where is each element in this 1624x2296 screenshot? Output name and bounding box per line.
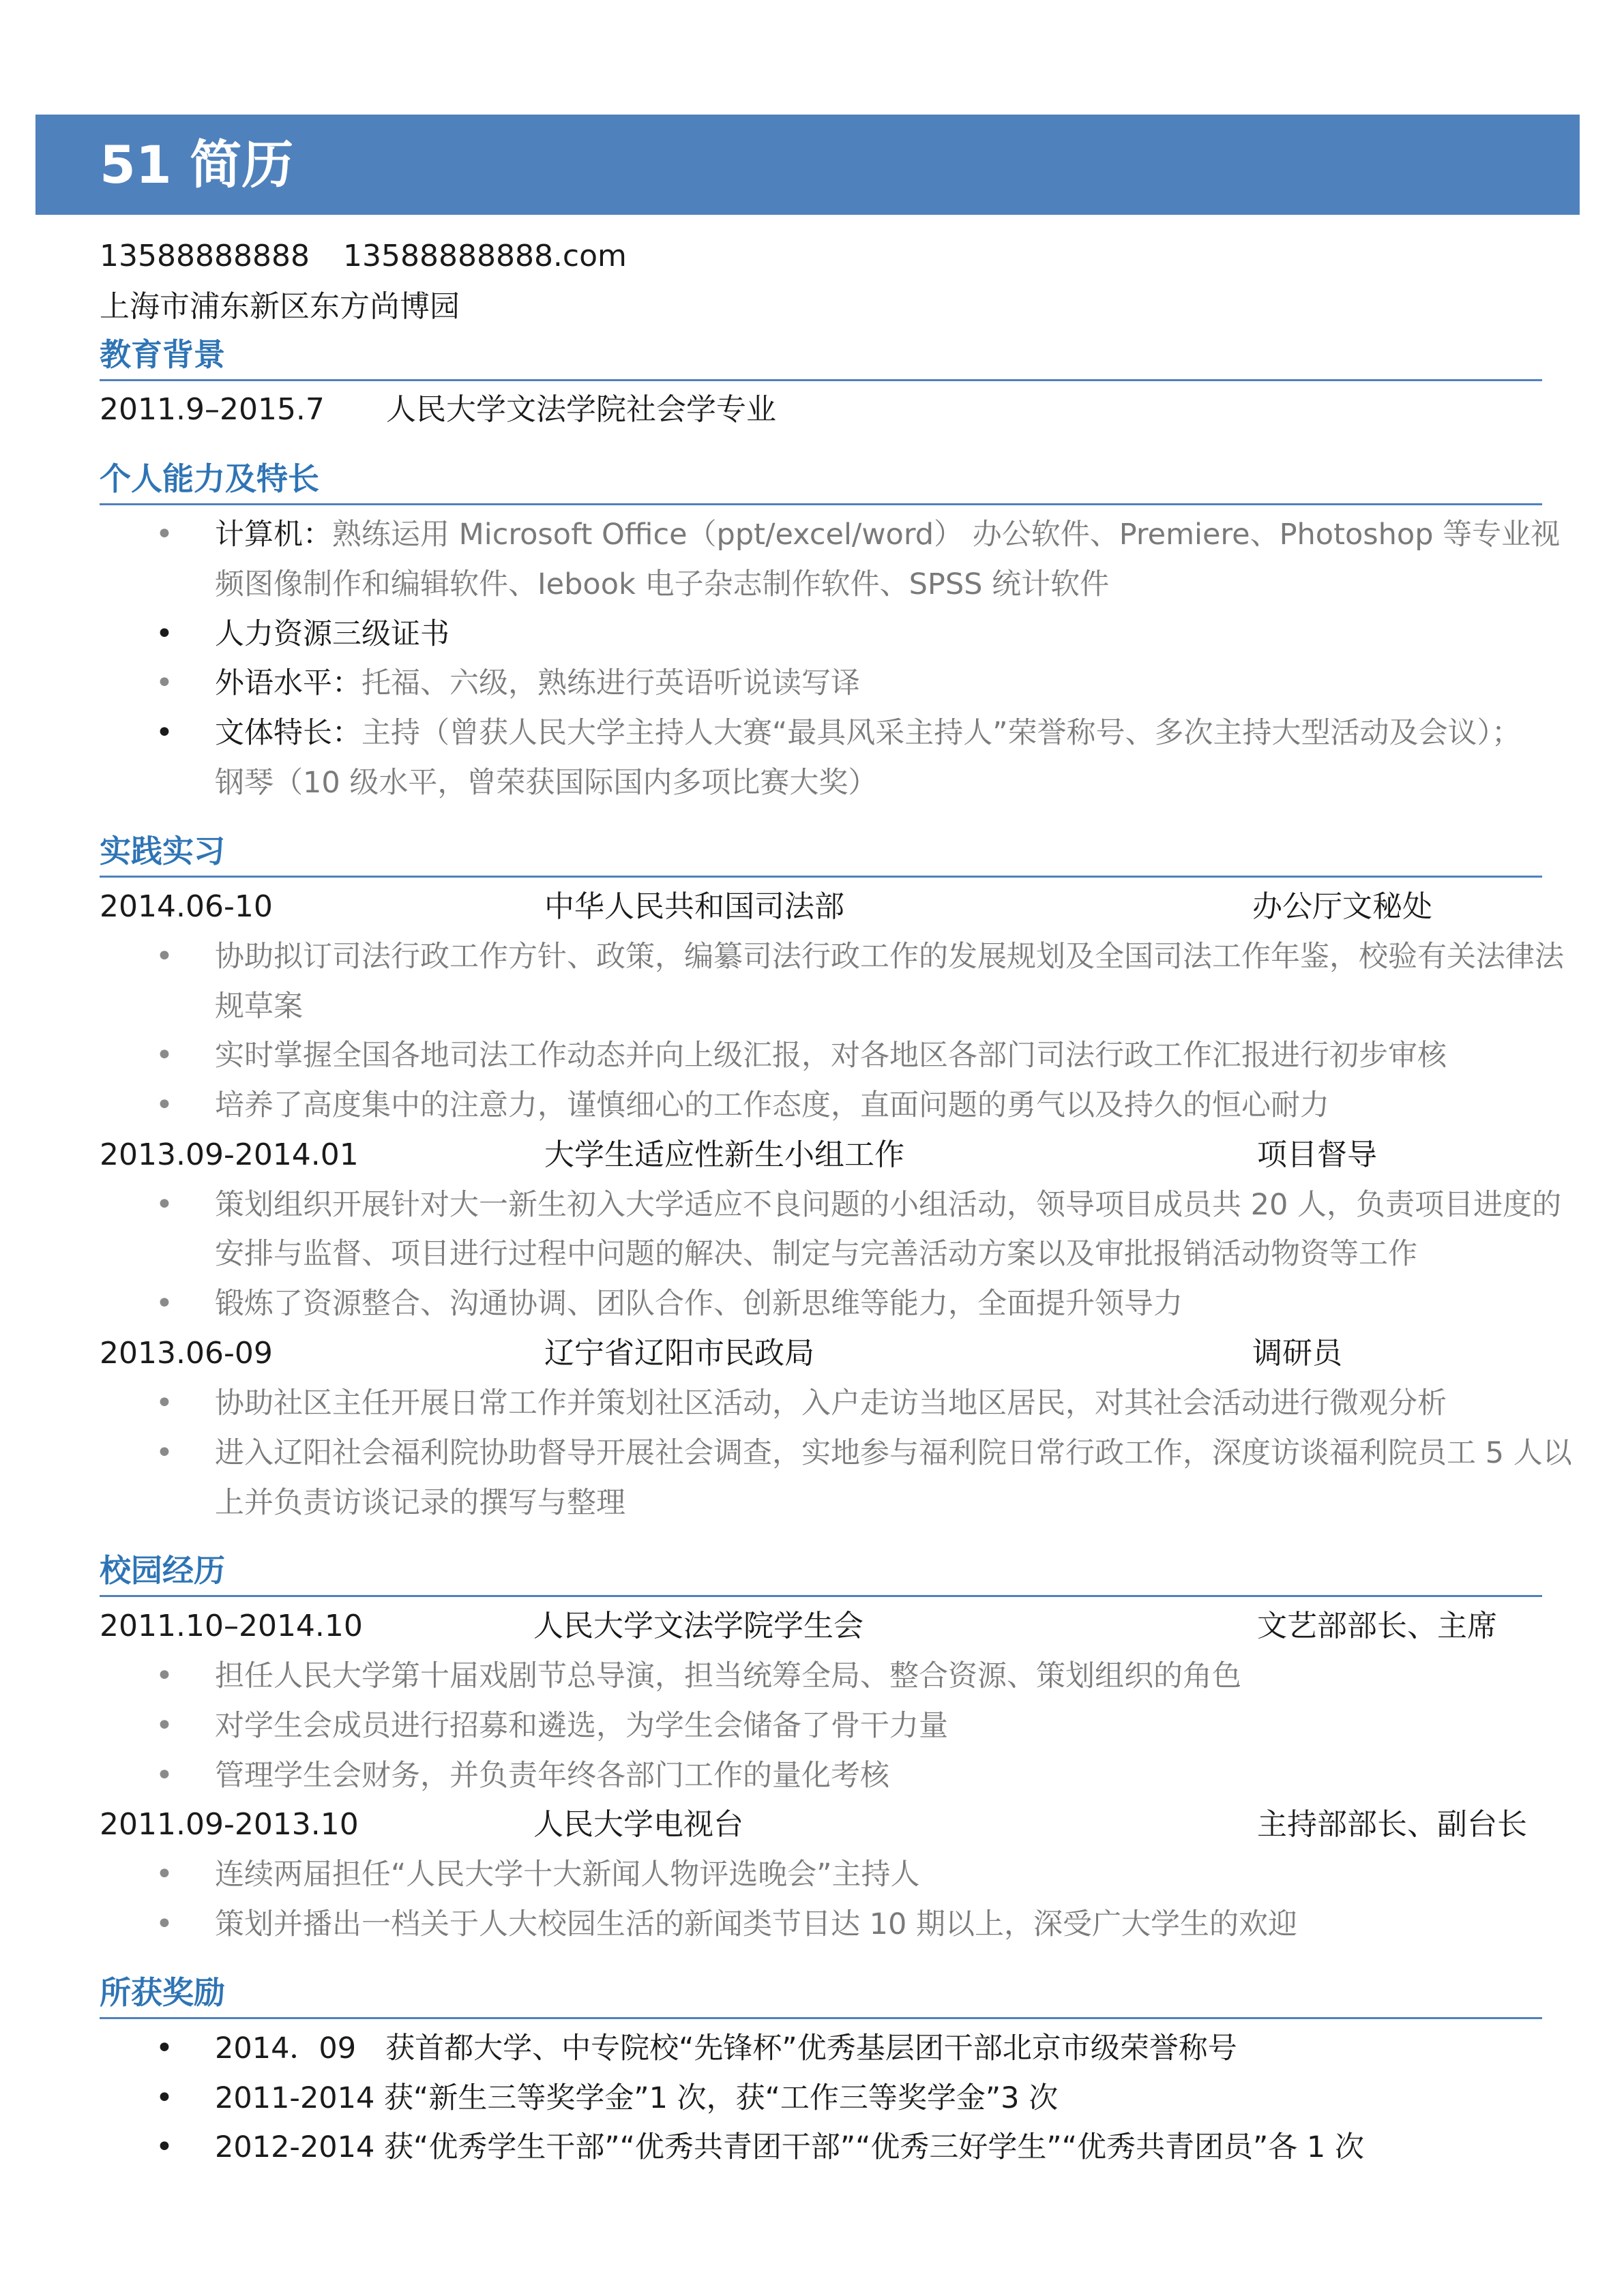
skill-item-language (215, 659, 860, 708)
bullet-icon: • (156, 939, 173, 974)
skill-text: 托福、六级，熟练进行英语听说读写译 (361, 666, 860, 700)
entry-organization: 中华人民共和国司法部 (544, 889, 844, 924)
bullet-icon: • (156, 2031, 173, 2066)
entry-bullet-text: 策划组织开展针对大一新生初入大学适应不良问题的小组活动，领导项目成员共 20 人，负责项目进度的 (215, 1188, 1562, 1222)
section-title-campus: 校园经历 (100, 1552, 225, 1589)
entry-role: 主持部部长、副台长 (1257, 1807, 1527, 1842)
entry-role: 项目督导 (1257, 1137, 1377, 1172)
education-school: 人民大学文法学院社会学专业 (386, 392, 776, 427)
section-title-awards: 所获奖励 (100, 1974, 225, 2011)
bullet-icon: • (156, 1907, 173, 1941)
skill-label: 计算机： (215, 518, 332, 552)
skill-item-talents (215, 709, 1521, 758)
skill-text-continued: 钢琴（10 级水平，曾荣获国际国内多项比赛大奖） (215, 766, 878, 800)
bullet-icon: • (156, 1187, 173, 1222)
skill-label: 外语水平： (215, 666, 361, 700)
entry-organization: 人民大学电视台 (533, 1807, 743, 1842)
bullet-icon: • (156, 1708, 173, 1743)
section-title-education: 教育背景 (100, 336, 225, 373)
skill-item-computer (215, 510, 1560, 559)
bullet-icon: • (156, 1286, 173, 1321)
entry-role: 文艺部部长、主席 (1257, 1609, 1497, 1643)
email-address: 13588888888.com (343, 239, 627, 273)
entry-period: 2011.09-2013.10 (100, 1807, 359, 1842)
entry-bullet-text: 担任人民大学第十届戏剧节总导演，担当统筹全局、整合资源、策划组织的角色 (215, 1659, 1241, 1693)
entry-bullet-text: 协助拟订司法行政工作方针、政策，编纂司法行政工作的发展规划及全国司法工作年鉴，校验有关法律法 (215, 940, 1564, 974)
award-item: 2011-2014 获“新生三等奖学金”1 次，获“工作三等奖学金”3 次 (215, 2081, 1059, 2115)
entry-bullet-text: 锻炼了资源整合、沟通协调、团队合作、创新思维等能力，全面提升领导力 (215, 1287, 1183, 1321)
bullet-icon: • (156, 1386, 173, 1420)
entry-bullet-text: 上并负责访谈记录的撰写与整理 (215, 1486, 625, 1520)
bullet-icon: • (156, 2081, 173, 2115)
entry-period: 2013.09-2014.01 (100, 1137, 359, 1172)
skill-item-hr-certificate: 人力资源三级证书 (215, 617, 449, 651)
bullet-icon: • (156, 1758, 173, 1793)
section-rule-internship (100, 876, 1542, 878)
award-item: 2012-2014 获“优秀学生干部”“优秀共青团干部”“优秀三好学生”“优秀共青团员”各 1 次 (215, 2130, 1364, 2164)
skill-text: 主持（曾获人民大学主持人大赛“最具风采主持人”荣誉称号、多次主持大型活动及会议）； (361, 716, 1522, 750)
section-title-internship: 实践实习 (100, 833, 225, 869)
entry-organization: 大学生适应性新生小组工作 (544, 1137, 904, 1172)
entry-period: 2014.06-10 (100, 889, 273, 924)
entry-bullet-text: 连续两届担任“人民大学十大新闻人物评选晚会”主持人 (215, 1858, 920, 1892)
entry-role: 调研员 (1252, 1336, 1342, 1371)
section-rule-skills (100, 503, 1542, 505)
bullet-icon: • (156, 1038, 173, 1073)
skill-label: 文体特长： (215, 716, 361, 750)
entry-bullet-text: 规草案 (215, 989, 303, 1024)
entry-bullet-text: 策划并播出一档关于人大校园生活的新闻类节目达 10 期以上，深受广大学生的欢迎 (215, 1907, 1298, 1941)
section-title-skills: 个人能力及特长 (100, 460, 319, 497)
entry-bullet-text: 实时掌握全国各地司法工作动态并向上级汇报，对各地区各部门司法行政工作汇报进行初步审核 (215, 1039, 1447, 1073)
education-period: 2011.9–2015.7 (100, 392, 325, 427)
home-address: 上海市浦东新区东方尚博园 (100, 289, 460, 324)
bullet-icon: • (156, 1088, 173, 1122)
section-rule-education (100, 379, 1542, 381)
entry-period: 2013.06-09 (100, 1336, 273, 1371)
entry-organization: 人民大学文法学院学生会 (533, 1609, 863, 1643)
bullet-icon: • (156, 666, 173, 700)
section-rule-awards (100, 2017, 1542, 2019)
skill-text-continued: 频图像制作和编辑软件、Iebook 电子杂志制作软件、SPSS 统计软件 (215, 567, 1110, 601)
entry-bullet-text: 安排与监督、项目进行过程中问题的解决、制定与完善活动方案以及审批报销活动物资等工作 (215, 1237, 1417, 1271)
entry-bullet-text: 管理学生会财务，并负责年终各部门工作的量化考核 (215, 1759, 889, 1793)
entry-bullet-text: 培养了高度集中的注意力，谨慎细心的工作态度，直面问题的勇气以及持久的恒心耐力 (215, 1088, 1329, 1122)
skill-text: 熟练运用 Microsoft Office（ppt/excel/word） 办公软件、Premiere、Photoshop 等专业视 (332, 518, 1561, 552)
entry-organization: 辽宁省辽阳市民政局 (544, 1336, 814, 1371)
section-rule-campus (100, 1595, 1542, 1597)
bullet-icon: • (156, 616, 173, 651)
page-title: 51 简历 (100, 134, 294, 195)
entry-bullet-text: 对学生会成员进行招募和遴选，为学生会储备了骨干力量 (215, 1709, 948, 1743)
bullet-icon: • (156, 715, 173, 750)
phone-number: 13588888888 (100, 239, 310, 273)
bullet-icon: • (156, 1857, 173, 1892)
bullet-icon: • (156, 517, 173, 552)
entry-period: 2011.10–2014.10 (100, 1609, 363, 1643)
entry-role: 办公厅文秘处 (1252, 889, 1432, 924)
bullet-icon: • (156, 1658, 173, 1693)
bullet-icon: • (156, 2130, 173, 2164)
entry-bullet-text: 协助社区主任开展日常工作并策划社区活动，入户走访当地区居民，对其社会活动进行微观分析 (215, 1386, 1447, 1420)
entry-bullet-text: 进入辽阳社会福利院协助督导开展社会调查，实地参与福利院日常行政工作，深度访谈福利院员工 5 人以 (215, 1436, 1572, 1470)
bullet-icon: • (156, 1435, 173, 1470)
award-item: 2014．09 获首都大学、中专院校“先锋杯”优秀基层团干部北京市级荣誉称号 (215, 2031, 1237, 2066)
